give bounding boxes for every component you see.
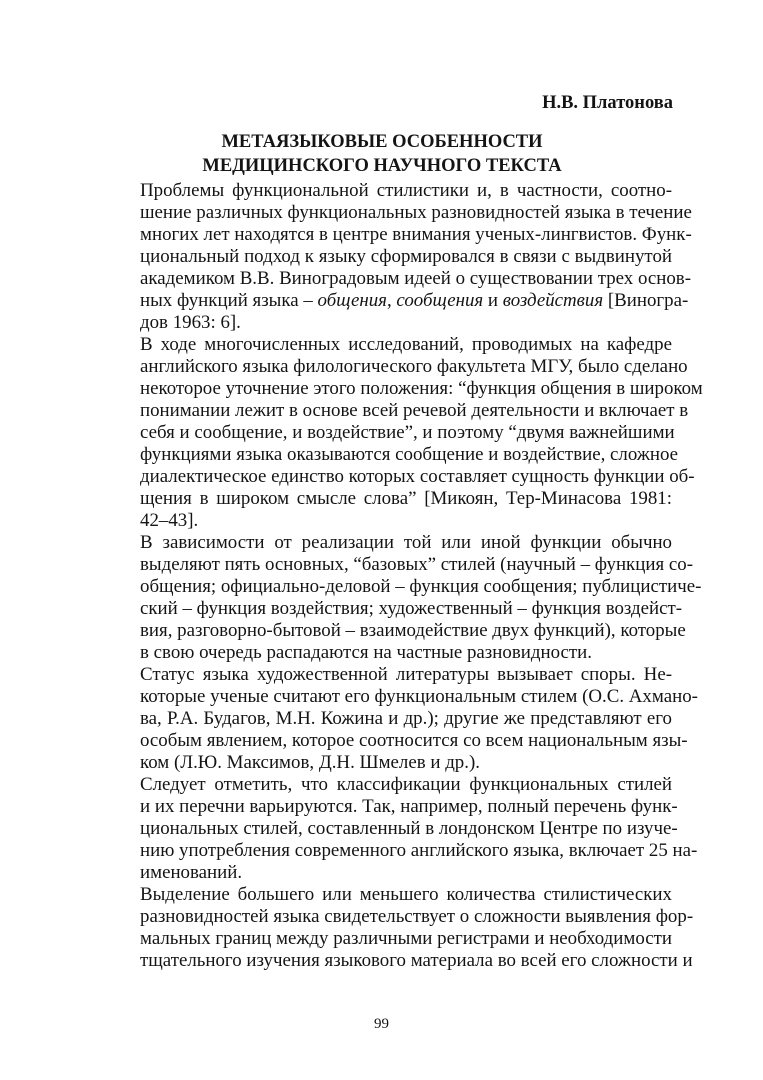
text-line: разновидностей языка свидетельствует о сложности выявления фор- [140,906,694,927]
text-line [92,290,689,312]
page-number: 99 [374,1016,389,1032]
text-line: вия, разговорно-бытовой – взаимодействие двух функций), которые [140,620,686,641]
text-line: понимании лежит в основе всей речевой деятельности и включает в [140,400,689,421]
text-line: дов 1963: 6]. [140,312,241,333]
paragraph-4 [92,664,698,774]
text-line: общения; официально-деловой – функция сообщения; публицистиче- [140,576,702,597]
text-line: Статус языка художественной литературы вызывает споры. Не- [140,664,672,685]
italic-term: общения [317,290,387,311]
text-line: В ходе многочисленных исследований, проводимых на кафедре [140,334,672,355]
paragraph-5 [92,774,698,884]
text-line: ва, Р.А. Будагов, М.Н. Кожина и др.); другие же представляют его [140,708,672,729]
text-fragment: , [386,290,397,311]
text-line: циональный подход к языку сформировался в связи с выдвинутой [140,246,672,267]
title-line: МЕДИЦИНСКОГО НАУЧНОГО ТЕКСТА [202,156,562,176]
paragraph-3 [92,532,702,664]
paragraph-6 [92,884,694,972]
text-line: некоторое уточнение этого положения: “функция общения в широком [140,378,703,399]
author-name: Н.В. Платонова [542,93,673,113]
italic-term: сообщения [396,290,484,311]
text-line: функциями языка оказываются сообщение и воздействие, сложное [140,444,679,465]
text-line: многих лет находятся в центре внимания ученых-лингвистов. Функ- [140,224,692,245]
text-line: и их перечни варьируются. Так, например, полный перечень функ- [140,796,678,817]
text-line: ком (Л.Ю. Максимов, Д.Н. Шмелев и др.). [140,752,480,773]
text-line: себя и сообщение, и воздействие”, и поэтому “двумя важнейшими [140,422,675,443]
title-line: МЕТАЯЗЫКОВЫЕ ОСОБЕННОСТИ [221,132,543,152]
text-line: в свою очередь распадаются на частные разновидности. [140,642,592,663]
text-line: выделяют пять основных, “базовых” стилей (научный – функция со- [140,554,693,575]
text-fragment: и [483,290,503,311]
text-line: именований. [140,862,243,883]
article-body [92,180,703,972]
text-fragment: [Виногра- [603,290,689,311]
text-line: Проблемы функциональной стилистики и, в частности, соотно- [140,180,672,201]
text-line: диалектическое единство которых составляет сущность функции об- [140,466,695,487]
text-line: которые ученые считают его функциональным стилем (О.С. Ахмано- [140,686,698,707]
paragraph-2 [92,334,703,532]
italic-term: воздействия [502,290,604,311]
text-line: ский – функция воздействия; художественный – функция воздейст- [140,598,683,619]
text-line: В зависимости от реализации той или иной функции обычно [140,532,672,553]
text-line: особым явлением, которое соотносится со всем национальным язы- [140,730,688,751]
text-line: нию употребления современного английского языка, включает 25 на- [140,840,698,861]
text-line: шение различных функциональных разновидностей языка в течение [140,202,692,223]
text-line: Выделение большего или меньшего количества стилистических [140,884,672,905]
text-line: Следует отметить, что классификации функциональных стилей [140,774,672,795]
text-line: щения в широком смысле слова” [Микоян, Тер-Минасова 1981: [140,488,672,509]
text-line: тщательного изучения языкового материала во всей его сложности и [140,950,693,971]
paragraph-1 [92,180,692,334]
text-line: 42–43]. [140,510,199,531]
text-fragment: ных функций языка – [140,290,318,311]
text-line: циональных стилей, составленный в лондонском Центре по изуче- [140,818,678,839]
text-line: английского языка филологического факультета МГУ, было сделано [140,356,688,377]
text-line: мальных границ между различными регистрами и необходимости [140,928,672,949]
article-title [92,130,672,178]
text-line: академиком В.В. Виноградовым идеей о существовании трех основ- [140,268,692,289]
